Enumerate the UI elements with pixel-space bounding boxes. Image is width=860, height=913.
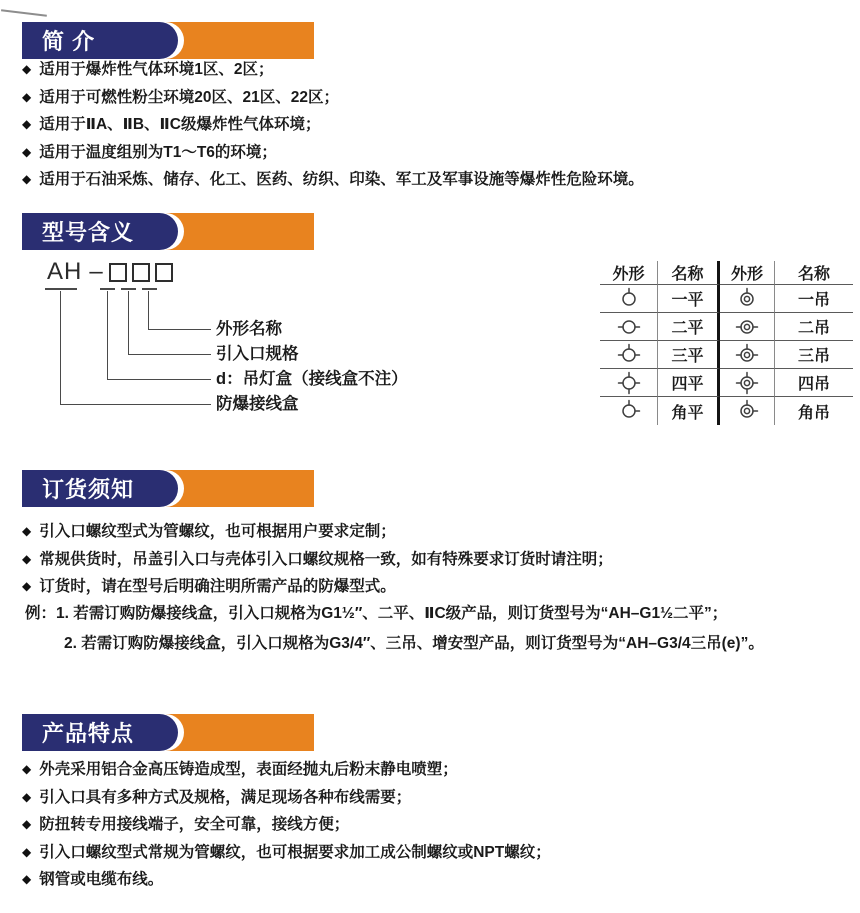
section-title-intro: 简 介 [42,29,96,54]
bullet-item [22,871,551,888]
corner-mark [1,9,47,16]
bullet-item [22,789,551,806]
bullet-text: 引入口螺纹型式为管螺纹，也可根据用户要求定制； [39,523,396,540]
code-underline [45,288,77,290]
outline-shape-icon [614,343,644,367]
outline-shape-icon [732,371,762,395]
callout-label: 防爆接线盒 [216,395,299,413]
model-code [47,258,173,286]
name-cell: 三平 [658,341,720,369]
diamond-bullet-icon: ◆ [22,172,32,186]
leader-line [60,291,211,405]
banner-blue-shape [22,470,184,507]
shape-cell [600,369,658,397]
name-cell: 角吊 [797,404,830,422]
ordering-examples [25,605,764,665]
diamond-bullet-icon: ◆ [22,817,32,831]
model-code-box [155,263,173,282]
diamond-bullet-icon: ◆ [22,872,32,886]
diamond-bullet-icon: ◆ [22,62,32,76]
diamond-bullet-icon: ◆ [22,551,32,566]
section-banner-features [22,714,314,751]
bullet-text: 外壳采用铝合金高压铸造成型，表面经抛丸后粉末静电喷塑； [39,761,458,778]
section-banner-model [22,213,314,250]
diamond-bullet-icon: ◆ [22,762,32,776]
outline-shape-icon [614,287,644,311]
outline-shape-icon [614,315,644,339]
model-code-box [109,263,127,282]
callout-label: 引入口规格 [216,345,299,363]
diamond-bullet-icon: ◆ [22,524,32,538]
bullet-text: 适用于爆炸性气体环境1区、2区； [39,61,274,78]
features-bullet-list [22,761,551,899]
bullet-item [22,816,551,833]
section-title-model: 型号含义 [42,220,135,245]
callout-label: 外形名称 [216,320,282,338]
shape-cell [600,313,658,341]
shape-cell [720,369,775,397]
shape-cell [600,341,658,369]
model-code-dash: – [89,258,104,285]
name-cell: 四平 [658,369,720,397]
bullet-text: 订货时，请在型号后明确注明所需产品的防爆型式。 [39,578,396,595]
bullet-item [22,61,644,78]
section-banner-intro [22,22,314,59]
bullet-text: 钢管或电缆布线。 [39,871,164,888]
table-header: 名称 [775,261,853,285]
section-banner-ordering [22,470,314,507]
code-underline [100,288,115,290]
bullet-text: 引入口具有多种方式及规格，满足现场各种布线需要； [39,788,412,806]
bullet-text: 适用于温度组别为T1～T6的环境； [39,143,277,161]
shape-cell [600,397,658,425]
banner-blue-shape [22,714,184,751]
callout-label: d：吊灯盒（接线盒不注） [216,370,408,388]
table-header: 外形 [720,261,775,285]
shape-table [600,261,853,425]
name-cell: 一吊 [775,285,853,313]
code-underline [121,288,136,290]
bullet-item [22,144,644,161]
section-title-ordering: 订货须知 [42,477,135,502]
name-cell: 三吊 [775,341,853,369]
bullet-item [22,551,613,568]
model-code-prefix: AH [47,258,83,285]
diamond-bullet-icon: ◆ [22,579,32,593]
diamond-bullet-icon: ◆ [22,789,32,804]
name-cell: 角平 [658,397,720,425]
bullet-item [22,171,644,188]
outline-shape-icon [614,399,644,423]
outline-shape-icon [732,399,762,423]
diamond-bullet-icon: ◆ [22,89,32,104]
bullet-text: 常规供货时，吊盖引入口与壳体引入口螺纹规格一致，如有特殊要求订货时请注明； [39,550,613,568]
diamond-bullet-icon: ◆ [22,117,32,131]
name-cell: 二平 [658,313,720,341]
shape-cell [720,285,775,313]
bullet-item [22,844,551,861]
table-header: 外形 [600,261,658,285]
example-line: 例：1. 若需订购防爆接线盒，引入口规格为G1½″、二平、ⅡC级产品，则订货型号为“AH–G1½二平”； [25,605,728,622]
banner-blue-shape [22,213,184,250]
code-underline [142,288,157,290]
bullet-item [22,116,644,133]
bullet-item [22,578,613,595]
diamond-bullet-icon: ◆ [22,844,32,859]
bullet-text: 引入口螺纹型式常规为管螺纹，也可根据要求加工成公制螺纹或NPT螺纹； [39,843,551,861]
bullet-text: 防扭转专用接线端子，安全可靠，接线方便； [39,816,350,833]
diamond-bullet-icon: ◆ [22,144,32,159]
banner-blue-shape [22,22,184,59]
bullet-text: 适用于可燃性粉尘环境20区、21区、22区； [39,88,339,106]
name-cell: 二吊 [775,313,853,341]
outline-shape-icon [732,287,762,311]
ordering-bullet-list [22,523,613,606]
bullet-item [22,523,613,540]
shape-cell [720,341,775,369]
bullet-text: 适用于ⅡA、ⅡB、ⅡC级爆炸性气体环境； [39,116,321,133]
bullet-item [22,761,551,778]
outline-shape-icon [732,315,762,339]
bullet-item [22,89,644,106]
shape-cell [720,313,775,341]
table-header: 名称 [658,261,720,285]
shape-cell [720,397,775,425]
outline-shape-icon [732,343,762,367]
name-cell: 四吊 [775,369,853,397]
outline-shape-icon [614,371,644,395]
shape-cell [600,285,658,313]
name-cell: 一平 [658,285,720,313]
section-title-features: 产品特点 [42,721,135,746]
model-code-box [132,263,150,282]
intro-bullet-list [22,61,644,199]
example-line: 2. 若需订购防爆接线盒，引入口规格为G3/4″、三吊、增安型产品，则订货型号为“AH–G3/4三吊(e)”。 [64,635,764,652]
bullet-text: 适用于石油采炼、储存、化工、医药、纺织、印染、军工及军事设施等爆炸性危险环境。 [39,171,644,188]
